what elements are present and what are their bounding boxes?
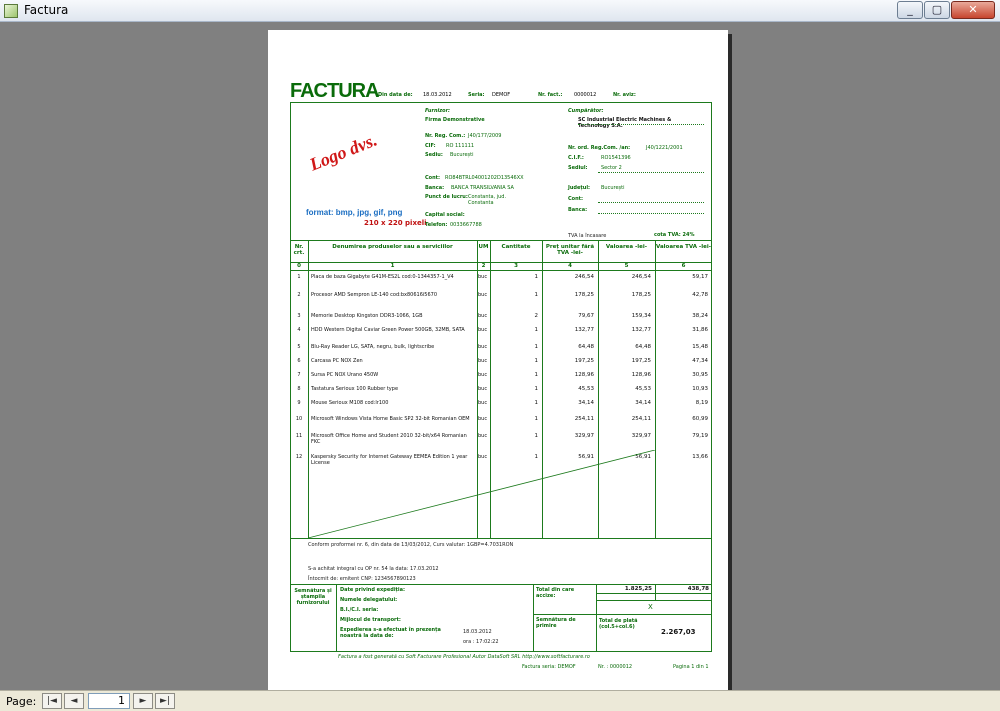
row-qty: 1 <box>534 292 538 298</box>
restore-button[interactable]: ▢ <box>924 1 950 19</box>
row-name: HDD Western Digital Caviar Green Power 500GB, 32MB, SATA <box>311 327 465 333</box>
total-label: Total din care accize: <box>536 587 575 599</box>
logo-format: format: bmp, jpg, gif, png <box>306 208 403 217</box>
row-value: 159,34 <box>631 313 651 319</box>
row-value: 178,25 <box>631 292 651 298</box>
row-value: 128,96 <box>631 372 651 378</box>
row-vat: 42,78 <box>692 292 708 298</box>
total-underline <box>596 593 712 594</box>
supplier-capital-label: Capital social: <box>425 212 465 218</box>
buyer-account-line <box>598 202 704 203</box>
page-number-input[interactable]: 1 <box>88 693 130 709</box>
generated-note: Factura a fost generată cu Soft Facturare Profesional Autor DataSoft SRL http://www.softfacturare.ro <box>338 654 590 660</box>
col-header-value: Valoarea -lei- <box>605 244 648 250</box>
row-price: 45,53 <box>578 386 594 392</box>
row-name: Microsoft Office Home and Student 2010 32-bit/x64 Romanian FKC <box>311 433 467 445</box>
supplier-reg-value: J40/177/2009 <box>468 133 502 139</box>
row-um: buc <box>478 400 488 406</box>
row-price: 329,97 <box>574 433 594 439</box>
row-vat: 30,95 <box>692 372 708 378</box>
row-value: 329,97 <box>631 433 651 439</box>
first-page-button[interactable]: |◄ <box>42 693 62 709</box>
row-name: Memorie Desktop Kingston DDR3-1066, 1GB <box>311 313 423 319</box>
date-label: Din data de: <box>378 92 413 98</box>
supplier-bank-value: BANCA TRANSILVANIA SA <box>451 185 514 191</box>
empty-area-strike <box>308 450 712 538</box>
expedition-heading: Date privind expediția: <box>340 587 406 593</box>
buyer-seat-label: Sediul: <box>568 165 588 171</box>
row-price: 197,25 <box>574 358 594 364</box>
footer-no: Nr. : 0000012 <box>598 664 633 670</box>
col-index-4: 4 <box>568 263 572 269</box>
buyer-bank-line <box>598 213 704 214</box>
buyer-heading: Cumpărător: <box>568 108 604 114</box>
row-qty: 2 <box>534 313 538 319</box>
row-name: Blu-Ray Reader LG, SATA, negru, bulk, lightscribe <box>311 344 435 350</box>
table-bottom-line <box>290 538 712 539</box>
col-header-nr: Nr. crt. <box>293 244 305 256</box>
row-qty: 1 <box>534 416 538 422</box>
row-vat: 38,24 <box>692 313 708 319</box>
row-value: 45,53 <box>635 386 651 392</box>
col-index-1: 1 <box>390 263 395 269</box>
row-qty: 1 <box>534 344 538 350</box>
row-nr: 1 <box>297 274 301 280</box>
invoice-no-label: Nr. fact.: <box>538 92 563 98</box>
row-um: buc <box>478 416 488 422</box>
row-value: 254,11 <box>631 416 651 422</box>
previous-page-button[interactable]: ◄ <box>64 693 84 709</box>
proforma-note: Conform proformei nr. 6, din data de 13/03/2012, Curs valutar: 1GBP=4.7031RON <box>308 542 514 548</box>
signature-split-line <box>533 614 712 615</box>
buyer-seat-value: Sector 2 <box>601 165 622 171</box>
col-header-price: Preț unitar fără TVA -lei- <box>545 244 595 256</box>
row-name: Microsoft Windows Vista Home Basic SP2 32-bit Romanian OEM <box>311 416 470 422</box>
supplier-seat-label: Sediu: <box>425 152 443 158</box>
supplier-name: Firma Demonstrative <box>425 117 485 123</box>
supplier-bank-label: Banca: <box>425 185 445 191</box>
row-um: buc <box>478 386 488 392</box>
col-header-vat: Valoarea TVA -lei- <box>656 244 711 250</box>
row-um: buc <box>478 433 488 439</box>
row-value: 132,77 <box>631 327 651 333</box>
row-um: buc <box>478 358 488 364</box>
row-name: Tastatura Serioux 100 Rubber type <box>311 386 399 392</box>
bottom-sep-1 <box>336 584 337 652</box>
col-index-6: 6 <box>681 263 686 269</box>
grand-total-value: 2.267,03 <box>661 628 696 636</box>
row-value: 56,91 <box>635 454 651 460</box>
buyer-name-underline <box>578 124 704 125</box>
page-navigation-bar <box>0 690 1000 711</box>
row-name: Carcasa PC NOX Zen <box>311 358 363 364</box>
row-price: 178,25 <box>574 292 594 298</box>
row-vat: 10,93 <box>692 386 708 392</box>
row-name: Sursa PC NOX Urano 450W <box>311 372 379 378</box>
transport-label: Mijlocul de transport: <box>340 617 401 623</box>
series-value: DEMOF <box>492 92 511 98</box>
col-header-qty: Cantitate <box>501 244 531 250</box>
last-page-button[interactable]: ►| <box>155 693 175 709</box>
bottom-sep-3 <box>596 584 597 652</box>
next-page-button[interactable]: ► <box>133 693 153 709</box>
supplier-seat-value: București <box>450 152 474 158</box>
row-value: 246,54 <box>631 274 651 280</box>
buyer-signature: Semnătura de primire <box>536 617 576 629</box>
row-name: Placa de baza Gigabyte G41M-ES2L cod:0-1344357-1_V4 <box>311 274 454 280</box>
row-nr: 9 <box>297 400 301 406</box>
row-qty: 1 <box>534 358 538 364</box>
row-vat: 60,99 <box>692 416 708 422</box>
buyer-reg-value: J40/1221/2001 <box>646 145 683 151</box>
supplier-phone-label: Telefon: <box>425 222 448 228</box>
row-nr: 12 <box>295 454 303 460</box>
excise-x-mark: X <box>648 603 653 611</box>
supplier-signature: Semnătura și ștampila furnizorului <box>294 588 332 606</box>
row-qty: 1 <box>534 400 538 406</box>
row-vat: 13,66 <box>692 454 708 460</box>
date-value: 18.03.2012 <box>423 92 452 98</box>
close-button[interactable]: ✕ <box>951 1 995 19</box>
col-index-0: 0 <box>297 263 301 269</box>
row-vat: 31,86 <box>692 327 708 333</box>
row-price: 128,96 <box>574 372 594 378</box>
vat-note: TVA la încasare <box>568 233 607 239</box>
aviz-label: Nr. aviz: <box>613 92 636 98</box>
total-value: 1.825,25 <box>624 586 652 592</box>
col-header-um: UM <box>478 244 489 250</box>
supplier-heading: Furnizor: <box>425 108 451 114</box>
supplier-workpoint-label: Punct de lucru: <box>425 194 468 200</box>
row-name: Procesor AMD Sempron LE-140 cod:bx80616i5670 <box>311 292 437 298</box>
bottom-sep-2 <box>533 584 534 652</box>
logo-placeholder: Logo dvs. <box>306 129 380 175</box>
total-box-line <box>596 600 712 601</box>
row-qty: 1 <box>534 372 538 378</box>
row-nr: 11 <box>295 433 303 439</box>
supplier-phone-value: 0033667788 <box>450 222 482 228</box>
row-price: 246,54 <box>574 274 594 280</box>
row-um: buc <box>478 327 488 333</box>
window-title: Factura <box>24 3 69 17</box>
issuer-note: Întocmit de: emitent CNP: 1234567890123 <box>308 576 416 582</box>
footer-series: Factura seria: DEMOF <box>522 664 576 670</box>
buyer-bank-label: Banca: <box>568 207 588 213</box>
series-label: Seria: <box>468 92 485 98</box>
row-name: Kaspersky Security for Internet Gateway EEMEA Edition 1 year License <box>311 454 468 466</box>
row-value: 64,48 <box>635 344 651 350</box>
supplier-reg-label: Nr. Reg. Com.: <box>425 133 466 139</box>
shipped-date: 18.03.2012 <box>463 629 492 635</box>
supplier-cif-label: CIF: <box>425 143 436 149</box>
row-qty: 1 <box>534 433 538 439</box>
row-um: buc <box>478 313 488 319</box>
row-nr: 3 <box>297 313 301 319</box>
bottom-section-line <box>290 584 712 585</box>
minimize-button[interactable]: _ <box>897 1 923 19</box>
row-vat: 59,17 <box>692 274 708 280</box>
report-viewer[interactable] <box>0 22 1000 690</box>
invoice-title: FACTURA <box>290 80 379 102</box>
row-qty: 1 <box>534 386 538 392</box>
invoice-no-value: 0000012 <box>574 92 597 98</box>
buyer-county-label: Județul: <box>568 185 591 191</box>
page-label: Page: <box>6 695 37 708</box>
supplier-account-value: RO84BTRL04001202D13546XX <box>445 175 524 181</box>
col-header-name: Denumirea produselor sau a serviciilor <box>332 244 453 250</box>
row-name: Mouse Serioux M108 cod:lr100 <box>311 400 389 406</box>
supplier-account-label: Cont: <box>425 175 441 181</box>
table-top-line <box>290 240 712 241</box>
row-vat: 8,19 <box>695 400 708 406</box>
supplier-cif-value: RO 111111 <box>446 143 475 149</box>
buyer-account-label: Cont: <box>568 196 584 202</box>
row-vat: 15,48 <box>692 344 708 350</box>
shipped-label: Expedierea s-a efectuat în prezența noastră la data de: <box>340 627 441 639</box>
row-qty: 1 <box>534 327 538 333</box>
row-um: buc <box>478 292 488 298</box>
row-nr: 4 <box>297 327 301 333</box>
row-price: 64,48 <box>578 344 594 350</box>
delegate-label: Numele delegatului: <box>340 597 398 603</box>
row-um: buc <box>478 454 488 460</box>
shipped-time: ora : 17:02:22 <box>463 639 499 645</box>
id-label: B.I./C.I. seria: <box>340 607 379 613</box>
row-nr: 6 <box>297 358 301 364</box>
row-um: buc <box>478 372 488 378</box>
row-nr: 8 <box>297 386 301 392</box>
row-nr: 7 <box>297 372 301 378</box>
buyer-cif-value: RO1541396 <box>601 155 631 161</box>
col-index-3: 3 <box>514 263 518 269</box>
table-index-line <box>290 270 712 271</box>
col-index-2: 2 <box>481 263 486 269</box>
supplier-workpoint-value: Constanta, jud. Constanta <box>468 194 507 206</box>
row-nr: 5 <box>297 344 301 350</box>
row-price: 254,11 <box>574 416 594 422</box>
row-value: 34,14 <box>635 400 651 406</box>
row-um: buc <box>478 274 488 280</box>
row-vat: 47,34 <box>692 358 708 364</box>
vat-rate: cota TVA: 24% <box>654 232 695 238</box>
row-um: buc <box>478 344 488 350</box>
row-price: 56,91 <box>578 454 594 460</box>
logo-size: 210 x 220 pixeli <box>364 219 427 227</box>
row-qty: 1 <box>534 274 538 280</box>
col-index-5: 5 <box>624 263 629 269</box>
row-nr: 2 <box>297 292 301 298</box>
payment-note: S-a achitat integral cu OP nr. 54 la data: 17.03.2012 <box>308 566 439 572</box>
buyer-name: SC Industrial Electric Machines & Technology S.A. <box>578 117 672 129</box>
row-vat: 79,19 <box>692 433 708 439</box>
grand-total-label: Total de plată (col.5+col.6) <box>599 618 638 630</box>
total-vat: 438,78 <box>687 586 709 592</box>
buyer-seat-line <box>598 172 704 173</box>
buyer-reg-label: Nr. ord. Reg.Com. /an: <box>568 145 631 151</box>
window-titlebar <box>0 0 1000 22</box>
footer-page: Pagina 1 din 1 <box>673 664 709 670</box>
row-value: 197,25 <box>631 358 651 364</box>
row-nr: 10 <box>295 416 303 422</box>
buyer-cif-label: C.I.F.: <box>568 155 584 161</box>
row-price: 79,67 <box>578 313 594 319</box>
row-price: 34,14 <box>578 400 594 406</box>
buyer-county-value: București <box>601 185 625 191</box>
row-price: 132,77 <box>574 327 594 333</box>
invoice-page <box>268 30 728 690</box>
row-qty: 1 <box>534 454 538 460</box>
app-icon <box>4 4 18 18</box>
